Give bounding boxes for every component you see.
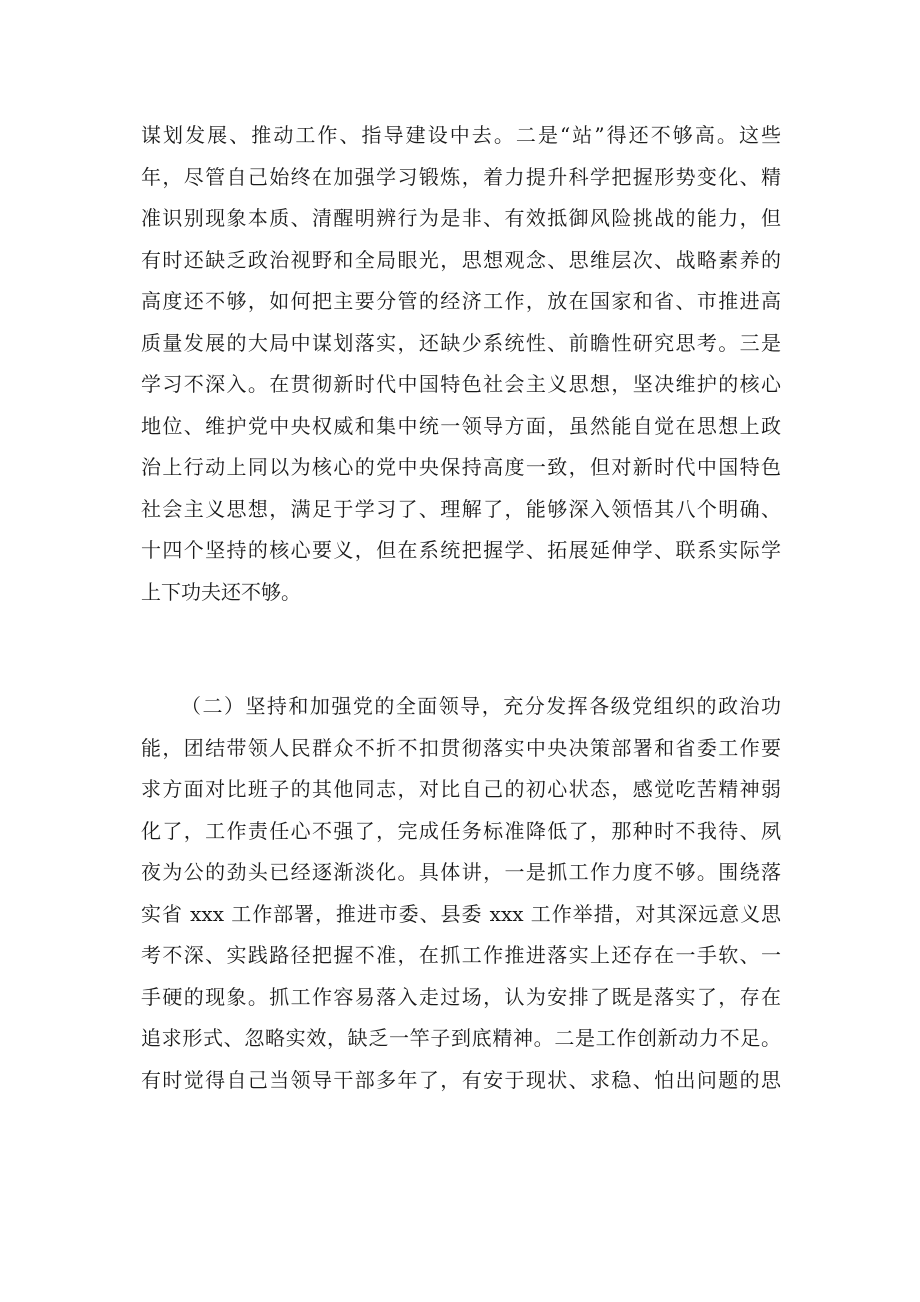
paragraph-line: 化了，工作责任心不强了，完成任务标准降低了，那种时不我待、夙	[141, 818, 781, 843]
paragraph-line: 追求形式、忽略实效，缺乏一竿子到底精神。二是工作创新动力不足。	[141, 1026, 781, 1050]
paragraph-line: 有时觉得自己当领导干部多年了，有安于现状、求稳、怕出问题的思	[141, 1067, 781, 1092]
paragraph-line: 治上行动上同以为核心的党中央保持高度一致，但对新时代中国特色	[141, 455, 781, 479]
paragraph-line: 能，团结带领人民群众不折不扣贯彻落实中央决策部署和省委工作要	[141, 735, 781, 760]
paragraph-2	[141, 686, 781, 1101]
paragraph-line: 求方面对比班子的其他同志，对比自己的初心状态，感觉吃苦精神弱	[141, 777, 781, 801]
paragraph-line: 高度还不够，如何把主要分管的经济工作，放在国家和省、市推进高	[141, 289, 781, 313]
paragraph-line: 地位、维护党中央权威和集中统一领导方面，虽然能自觉在思想上政	[141, 413, 781, 438]
paragraph-line: 有时还缺乏政治视野和全局眼光，思想观念、思维层次、战略素养的	[141, 247, 781, 272]
paragraph-line: 社会主义思想，满足于学习了、理解了，能够深入领悟其八个明确、	[141, 496, 781, 521]
paragraph-line: 谋划发展、推动工作、指导建设中去。二是“站”得还不够高。这些	[141, 123, 781, 147]
paragraph-line: 年，尽管自己始终在加强学习锻炼，着力提升科学把握形势变化、精	[141, 164, 781, 189]
paragraph-line: 夜为公的劲头已经逐渐淡化。具体讲，一是抓工作力度不够。围绕落	[141, 860, 781, 884]
paragraph-1	[141, 115, 781, 613]
paragraph-line: （二）坚持和加强党的全面领导，充分发挥各级党组织的政治功	[181, 694, 781, 718]
paragraph-line: 实省 xxx 工作部署，推进市委、县委 xxx 工作举措，对其深远意义思	[141, 901, 781, 926]
paragraph-line: 手硬的现象。抓工作容易落入走过场，认为安排了既是落实了，存在	[141, 984, 781, 1009]
paragraph-line: 十四个坚持的核心要义，但在系统把握学、拓展延伸学、联系实际学	[141, 538, 781, 562]
paragraph-line: 学习不深入。在贯彻新时代中国特色社会主义思想，坚决维护的核心	[141, 372, 781, 396]
paragraph-line: 准识别现象本质、清醒明辨行为是非、有效抵御风险挑战的能力，但	[141, 206, 781, 230]
paragraph-line: 考不深、实践路径把握不准，在抓工作推进落实上还存在一手软、一	[141, 943, 781, 967]
paragraph-line: 上下功夫还不够。	[141, 579, 301, 604]
paragraph-line: 质量发展的大局中谋划落实，还缺少系统性、前瞻性研究思考。三是	[141, 330, 781, 355]
